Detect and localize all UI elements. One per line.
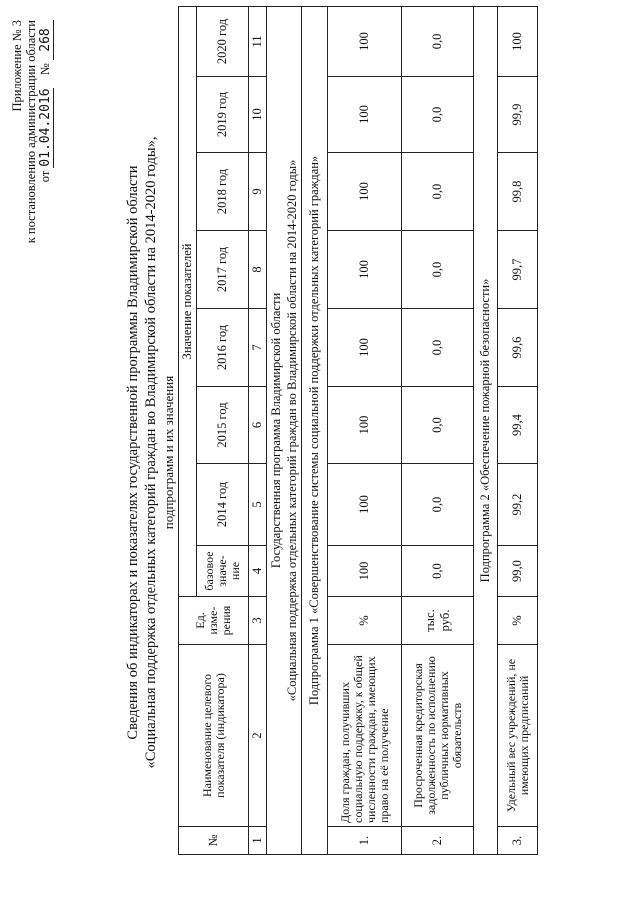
program-line-1: Государственная программа Владимирской области	[269, 292, 283, 569]
row-value: 100	[328, 464, 402, 546]
row-unit: %	[328, 597, 402, 645]
row-value: 99,7	[498, 231, 538, 309]
header-year: 2017 год	[197, 231, 249, 309]
col-number: 7	[249, 309, 267, 387]
col-number: 4	[249, 546, 267, 597]
header-year: 2016 год	[197, 309, 249, 387]
row-value: 99,6	[498, 309, 538, 387]
row-num: 3.	[498, 827, 538, 855]
row-value: 100	[328, 77, 402, 153]
row-value: 99,8	[498, 153, 538, 231]
col-number: 9	[249, 153, 267, 231]
row-num: 1.	[328, 827, 402, 855]
header-year: 2019 год	[197, 77, 249, 153]
row-name: Доля граждан, получивших социальную поддержку, к общей численности граждан, имеющих право на её получение	[328, 645, 402, 827]
row-unit: тыс. руб.	[402, 597, 474, 645]
row-value: 100	[328, 387, 402, 464]
row-value: 0,0	[402, 6, 474, 76]
header-unit: Ед. изме-рения	[179, 597, 249, 645]
header-base: базовое значе-ние	[197, 546, 249, 597]
row-value: 100	[328, 231, 402, 309]
col-number: 10	[249, 77, 267, 153]
row-value: 0,0	[402, 464, 474, 546]
header-values-group: Значение показателей	[179, 6, 197, 596]
document-title	[124, 0, 178, 905]
row-name: Просроченная кредиторская задолженность по исполнению публичных нормативных обязательств	[402, 645, 474, 827]
decree-number: 268	[39, 20, 54, 60]
appendix-decree: к постановлению администрации области	[24, 20, 38, 244]
title-line-1: Сведения об индикаторах и показателях государственной программы Владимирской области	[125, 165, 141, 740]
row-value: 100	[328, 6, 402, 76]
row-value: 100	[498, 6, 538, 76]
row-value: 100	[328, 153, 402, 231]
col-number: 11	[249, 6, 267, 76]
program-line-2: «Социальная поддержка отдельных категорий граждан во Владимирской области на 2014-2020 годы»	[285, 159, 299, 702]
header-year: 2014 год	[197, 464, 249, 546]
table-row	[402, 6, 474, 854]
table-row	[328, 6, 402, 854]
indicators-table	[178, 6, 538, 855]
row-value: 100	[328, 546, 402, 597]
row-value: 0,0	[402, 153, 474, 231]
row-num: 2.	[402, 827, 474, 855]
row-value: 99,9	[498, 77, 538, 153]
col-number: 5	[249, 464, 267, 546]
col-number: 1	[249, 827, 267, 855]
appendix-date-line: от 01.04.2016 № 268	[38, 20, 54, 905]
row-value: 100	[328, 309, 402, 387]
header-year: 2018 год	[197, 153, 249, 231]
column-number-row	[249, 6, 267, 854]
col-number: 6	[249, 387, 267, 464]
header-num: №	[179, 827, 249, 855]
row-unit: %	[498, 597, 538, 645]
decree-date: 01.04.2016	[38, 88, 53, 167]
subprogram-2-row	[474, 6, 498, 854]
header-year: 2015 год	[197, 387, 249, 464]
subprogram-1-row	[302, 6, 328, 854]
col-number: 8	[249, 231, 267, 309]
appendix-number: Приложение № 3	[10, 20, 24, 112]
row-value: 0,0	[402, 231, 474, 309]
appendix-header	[10, 0, 54, 905]
title-line-3: подпрограмм и их значения	[161, 375, 176, 530]
row-value: 0,0	[402, 387, 474, 464]
row-value: 0,0	[402, 309, 474, 387]
title-line-2: «Социальная поддержка отдельных категорий граждан во Владимирской области на 2014-2020 годы»,	[143, 136, 159, 769]
row-name: Удельный вес учреждений, не имеющих предписаний	[498, 645, 538, 827]
row-value: 0,0	[402, 546, 474, 597]
subprogram-2: Подпрограмма 2 «Обеспечение пожарной безопасности»	[474, 6, 498, 854]
table-row	[498, 6, 538, 854]
col-number: 3	[249, 597, 267, 645]
row-value: 99,4	[498, 387, 538, 464]
row-value: 99,0	[498, 546, 538, 597]
header-name: Наименование целевого показателя (индикатора)	[179, 645, 249, 827]
subprogram-1: Подпрограмма 1 «Совершенствование системы социальной поддержки отдельных категорий граждан»	[302, 6, 328, 854]
col-number: 2	[249, 645, 267, 827]
header-year: 2020 год	[197, 6, 249, 76]
program-row	[267, 6, 302, 854]
row-value: 99,2	[498, 464, 538, 546]
row-value: 0,0	[402, 77, 474, 153]
